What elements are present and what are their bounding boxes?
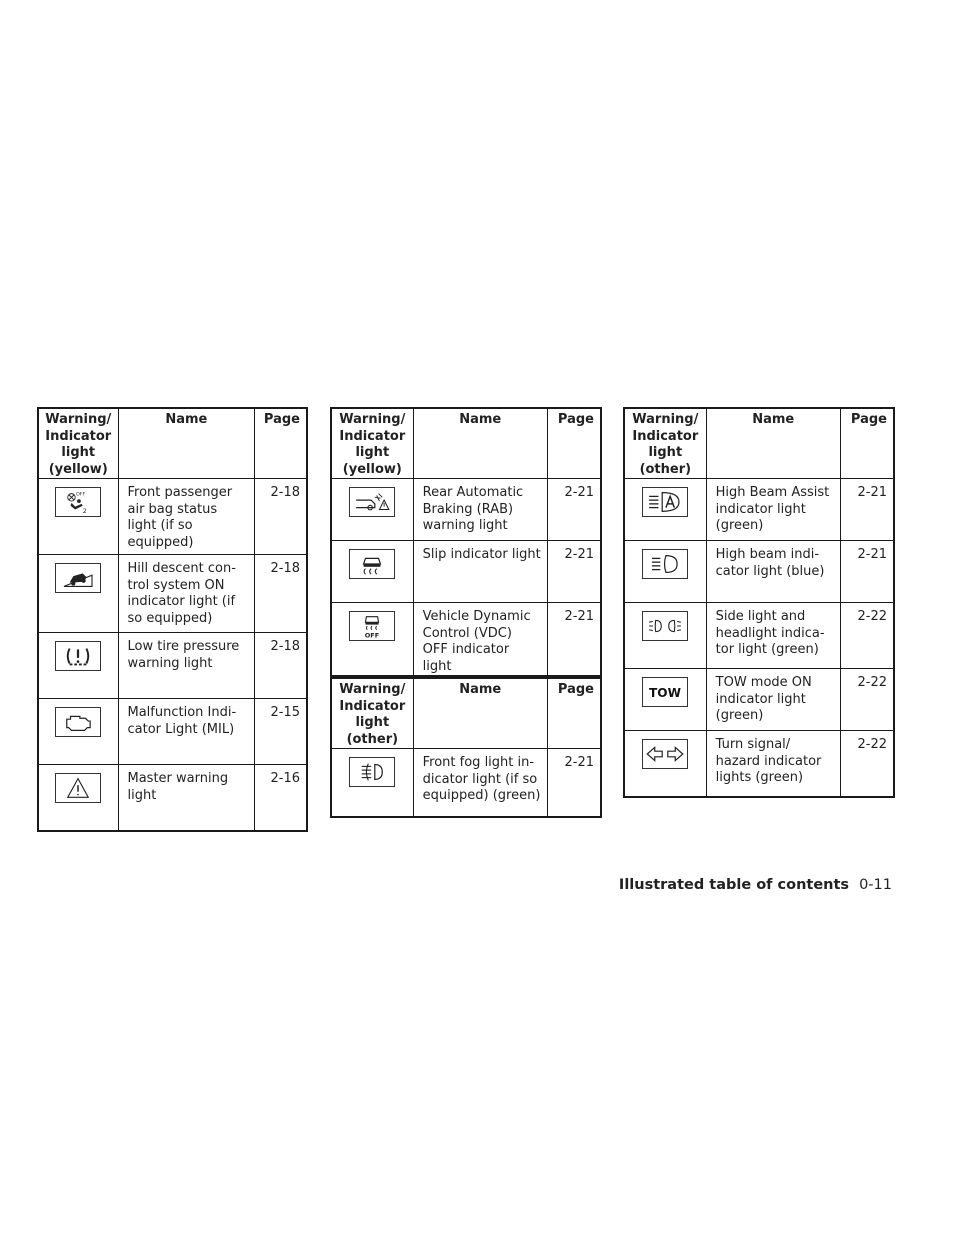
airbag-seat-number: 2 [82,507,88,516]
icon-cell [38,555,118,633]
row-page: 2-18 [255,479,307,555]
table-row [624,541,894,603]
row-name: Side light and headlight indica- tor light (green) [706,603,840,669]
table-row [331,479,601,541]
row-page: 2-21 [547,479,601,541]
table-header-row [331,408,601,479]
header-warning-indicator: Warning/ Indicator light (yellow) [38,408,118,479]
tow-text: TOW [649,686,682,701]
icon-cell [624,541,706,603]
row-page: 2-22 [840,731,894,797]
table-row [624,603,894,669]
header-page: Page [840,408,894,479]
row-name: Vehicle Dynamic Control (VDC) OFF indicator light [413,603,547,677]
high-beam-assist-icon [642,487,688,517]
icon-cell [38,765,118,831]
header-name: Name [413,678,547,749]
row-page: 2-21 [547,541,601,603]
row-page: 2-18 [255,555,307,633]
hill-descent-control-icon [55,563,101,593]
table-header-row [38,408,307,479]
icon-cell [624,479,706,541]
row-name: Turn signal/ hazard indicator lights (green) [706,731,840,797]
icon-cell [624,603,706,669]
header-warning-indicator: Warning/ Indicator light (other) [624,408,706,479]
icon-cell [38,479,118,555]
row-page: 2-21 [547,749,601,817]
row-name: Rear Automatic Braking (RAB) warning light [413,479,547,541]
rear-automatic-braking-icon [349,487,395,517]
row-name: TOW mode ON indicator light (green) [706,669,840,731]
row-name: Front passenger air bag status light (if so equipped) [118,479,255,555]
icon-cell [331,541,413,603]
icon-cell [331,603,413,677]
header-page: Page [255,408,307,479]
row-name: Master warning light [118,765,255,831]
table-row [624,669,894,731]
low-tire-pressure-icon [55,641,101,671]
master-warning-triangle-icon [55,773,101,803]
row-name: Low tire pressure warning light [118,633,255,699]
icon-cell [331,749,413,817]
table-row [331,603,601,677]
page-footer [619,877,892,893]
icon-cell [624,731,706,797]
airbag-off-text: OFF [76,492,86,498]
row-page: 2-21 [547,603,601,677]
header-name: Name [706,408,840,479]
table-header-row [624,408,894,479]
row-name: High beam indi- cator light (blue) [706,541,840,603]
row-name: High Beam Assist indicator light (green) [706,479,840,541]
table-row [38,765,307,831]
header-page: Page [547,408,601,479]
row-page: 2-21 [840,541,894,603]
page-number: 0-11 [859,877,892,893]
header-name: Name [413,408,547,479]
table-row [38,699,307,765]
indicator-table-other-right [623,407,895,798]
table-row [624,731,894,797]
row-page: 2-21 [840,479,894,541]
icon-cell [38,699,118,765]
row-name: Hill descent con- trol system ON indicator light (if so equipped) [118,555,255,633]
header-warning-indicator: Warning/ Indicator light (yellow) [331,408,413,479]
table-row [331,541,601,603]
row-page: 2-18 [255,633,307,699]
table-row [38,479,307,555]
table-row [331,749,601,817]
tow-mode-icon [642,677,688,707]
icon-cell [331,479,413,541]
row-page: 2-22 [840,669,894,731]
row-page: 2-15 [255,699,307,765]
indicator-table-yellow-left [37,407,308,832]
header-warning-indicator: Warning/ Indicator light (other) [331,678,413,749]
header-page: Page [547,678,601,749]
vdc-off-text: OFF [365,631,380,640]
indicator-table-other-middle [330,677,602,818]
section-title: Illustrated table of contents [618,877,850,893]
row-page: 2-16 [255,765,307,831]
row-name: Front fog light in- dicator light (if so equipped) (green) [413,749,547,817]
engine-check-icon [55,707,101,737]
slip-indicator-icon [349,549,395,579]
table-header-row [331,678,601,749]
indicator-table-yellow-middle [330,407,602,677]
turn-signal-icon [642,739,688,769]
row-name: Malfunction Indi- cator Light (MIL) [118,699,255,765]
side-light-icon [642,611,688,641]
icon-cell [624,669,706,731]
table-row [38,633,307,699]
front-fog-light-icon [349,757,395,787]
high-beam-icon [642,549,688,579]
header-name: Name [118,408,255,479]
row-page: 2-22 [840,603,894,669]
vdc-off-icon [349,611,395,641]
table-row [38,555,307,633]
row-name: Slip indicator light [413,541,547,603]
table-row [624,479,894,541]
passenger-airbag-off-icon [55,487,101,517]
icon-cell [38,633,118,699]
